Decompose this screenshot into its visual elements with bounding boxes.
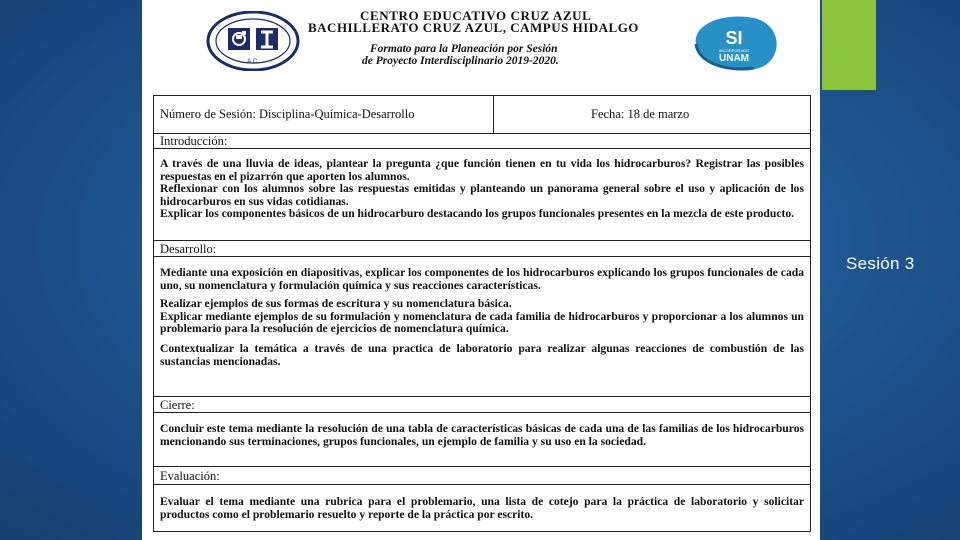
intro-paragraph: A través de una lluvia de ideas, plantear la pregunta ¿que función tienen en tu vida los hidrocarburos? Registrar las posibles respuestas en el pizarrón que aporten los alumnos. (160, 157, 804, 183)
seal-text: A.C. (247, 59, 259, 65)
divider (154, 240, 810, 241)
closing-text: Concluir este tema mediante la resolución de una tabla de características básicas de cada una de las familias de los hidrocarburos mencionando sus terminaciones, grupos funcionales, un ejemplo de familia y su uso en la sociedad. (160, 422, 804, 448)
intro-label: Introducción: (160, 134, 228, 148)
unam-text: UNAM (719, 53, 749, 64)
intro-paragraph: Reflexionar con los alumnos sobre las respuestas emitidas y planteando un panorama general sobre el uso y aplicación de los hidrocarburos en sus vidas cotidianas. (160, 182, 804, 208)
development-paragraph: Realizar ejemplos de sus formas de escritura y su nomenclatura básica. (160, 297, 512, 311)
divider (154, 256, 810, 257)
unam-logo (684, 14, 784, 72)
session-date: Fecha: 18 de marzo (591, 107, 690, 121)
document-page (142, 0, 820, 540)
development-paragraph: Explicar mediante ejemplos de su formulación y nomenclatura de cada familia de hidrocarburos y proporcionar a los alumnos un problemario para la resolución de ejercicios de nomenclatura química. (160, 309, 804, 336)
accent-bar (822, 0, 876, 90)
campus-name: BACHILLERATO CRUZ AZUL, CAMPUS HIDALGO (308, 20, 639, 35)
divider (154, 396, 810, 397)
school-seal-logo (206, 11, 300, 71)
intro-paragraph: Explicar los componentes básicos de un hidrocarburo destacando los grupos funcionales presentes en la mezcla de este producto. (160, 207, 795, 221)
development-label: Desarrollo: (160, 242, 217, 256)
school-name: CENTRO EDUCATIVO CRUZ AZUL (360, 8, 592, 23)
session-number: Número de Sesión: Disciplina-Química-Desarrollo (160, 107, 415, 121)
format-subtitle: de Proyecto Interdisciplinario 2019-2020. (362, 55, 559, 67)
divider (154, 466, 810, 467)
unam-incorporado: INCORPORADO (718, 48, 750, 53)
divider (154, 133, 810, 134)
divider (493, 96, 494, 133)
divider (154, 412, 810, 413)
divider (154, 148, 810, 149)
intro-text (160, 158, 804, 221)
format-title: Formato para la Planeación por Sesión (370, 43, 558, 55)
development-paragraph: Mediante una exposición en diapositivas, explicar los componentes de los hidrocarburos explicando los grupos funcionales de cada uno, su nomenclatura y formulación química y sus reacciones características. (160, 266, 804, 292)
development-paragraph: Contextualizar la temática a través de una practica de laboratorio para realizar algunas reacciones de combustión de las sustancias mencionadas. (160, 341, 804, 368)
unam-si: SI (725, 28, 743, 48)
session-side-label: Sesión 3 (846, 254, 915, 273)
closing-label: Cierre: (160, 398, 195, 412)
divider (154, 484, 810, 485)
evaluation-label: Evaluación: (160, 469, 220, 483)
development-text (160, 267, 804, 368)
planning-form (153, 95, 811, 532)
evaluation-text: Evaluar el tema mediante una rubrica para el problemario, una lista de cotejo para la práctica de laboratorio y solicitar productos como el problemario resuelto y reporte de la práctica por escrito. (160, 495, 804, 521)
